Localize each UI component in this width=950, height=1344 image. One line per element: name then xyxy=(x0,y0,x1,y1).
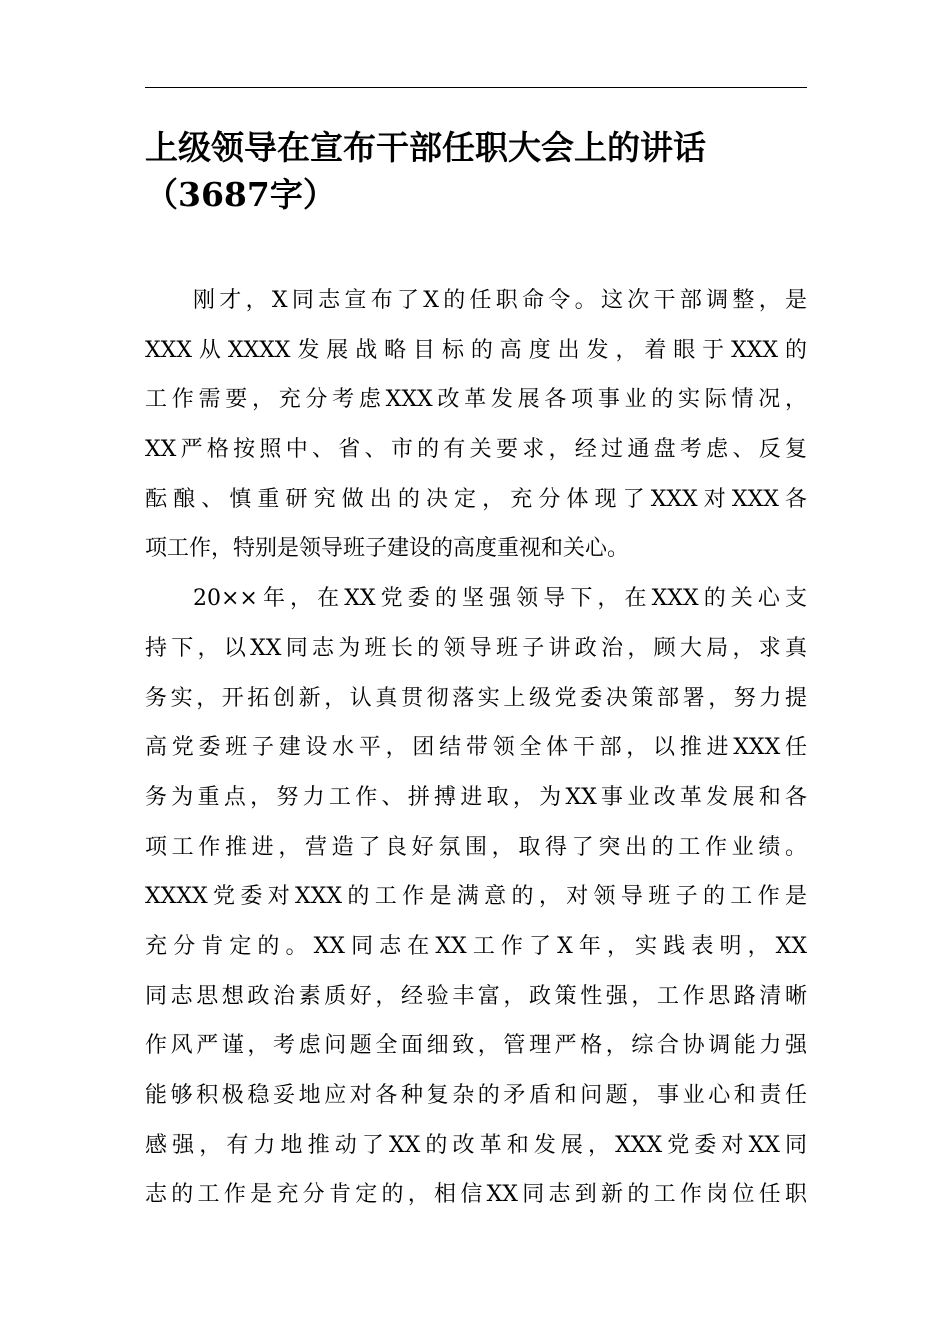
body-line: 20××年，在XX党委的坚强领导下，在XXX的关心支 xyxy=(193,586,807,612)
body-line: 充分肯定的。XX同志在XX工作了X年，实践表明，XX xyxy=(145,933,807,959)
body-line: 务为重点，努力工作、拼搏进取，为XX事业改革发展和各 xyxy=(145,784,807,810)
title-line-2: （3687字） xyxy=(145,175,336,214)
body-line: 项工作推进，营造了良好氛围，取得了突出的工作业绩。 xyxy=(145,834,807,860)
body-line: 作风严谨，考虑问题全面细致，管理严格，综合协调能力强 xyxy=(145,1033,807,1059)
document-title xyxy=(145,124,807,218)
body-line: 酝酿、慎重研究做出的决定，充分体现了XXX对XXX各 xyxy=(145,486,807,512)
body-line: 感强，有力地推动了XX的改革和发展，XXX党委对XX同 xyxy=(145,1132,807,1158)
body-line: 持下，以XX同志为班长的领导班子讲政治，顾大局，求真 xyxy=(145,635,807,661)
body-line: 务实，开拓创新，认真贯彻落实上级党委决策部署，努力提 xyxy=(145,685,807,711)
body-line: 能够积极稳妥地应对各种复杂的矛盾和问题，事业心和责任 xyxy=(145,1083,807,1108)
body-line: 工作需要，充分考虑XXX改革发展各项事业的实际情况， xyxy=(145,387,807,413)
body-line: 志的工作是充分肯定的，相信XX同志到新的工作岗位任职 xyxy=(145,1182,807,1208)
body-line: XXXX党委对XXX的工作是满意的，对领导班子的工作是 xyxy=(145,884,807,910)
body-line: 刚才，X同志宣布了X的任职命令。这次干部调整，是 xyxy=(193,288,807,313)
document-body xyxy=(145,276,807,1220)
body-line: 高党委班子建设水平，团结带领全体干部，以推进XXX任 xyxy=(145,735,807,761)
body-line: XXX从XXXX发展战略目标的高度出发，着眼于XXX的 xyxy=(145,337,807,363)
body-line: 同志思想政治素质好，经验丰富，政策性强，工作思路清晰 xyxy=(145,983,807,1009)
title-line-1: 上级领导在宣布干部任职大会上的讲话 xyxy=(145,128,706,167)
header-rule xyxy=(145,87,807,88)
body-line: XX严格按照中、省、市的有关要求，经过通盘考虑、反复 xyxy=(145,437,807,463)
body-line: 项工作，特别是领导班子建设的高度重视和关心。 xyxy=(145,536,630,562)
